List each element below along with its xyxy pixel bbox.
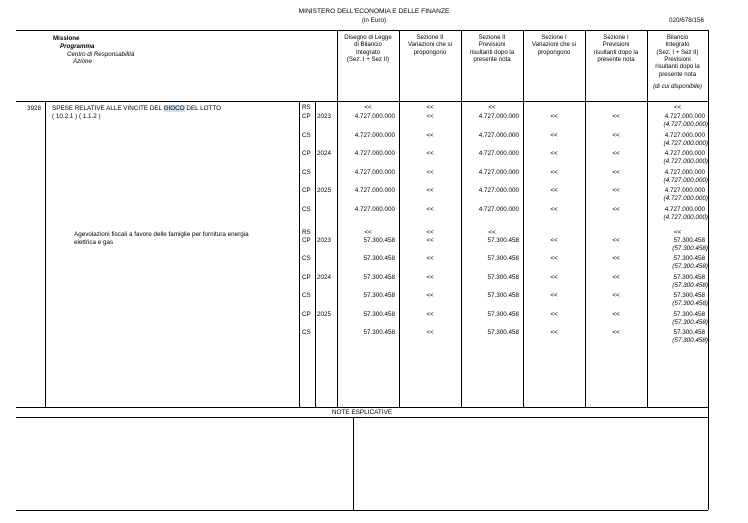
col-sep-ddl <box>337 30 338 407</box>
header-line: Sezione I <box>603 34 629 41</box>
row-type: CS <box>302 329 311 336</box>
programma-label: Programma <box>60 42 95 50</box>
row-year: 2024 <box>317 150 332 158</box>
header-line: Sezione I <box>541 34 567 41</box>
cell-ddl: 4.727.000.000 <box>354 206 395 213</box>
cell-bilancio: 57.300.458 <box>673 310 705 318</box>
cell-disponibile: (4.727.000.000) <box>663 158 708 166</box>
cell-sez1-variazioni: << <box>550 131 558 139</box>
header-bilancio <box>647 34 708 90</box>
cell-ddl: 57.300.458 <box>363 292 395 300</box>
cell-ddl: 4.727.000.000 <box>354 187 395 195</box>
cell-sez1-previsioni: << <box>612 273 620 281</box>
header-ddl-line: Disegno di Legge <box>344 34 392 41</box>
cell-sez1-previsioni: << <box>612 131 620 139</box>
row-type: CP <box>302 237 311 244</box>
chapter-classification: ( 10.2.1 ) ( 1.1.2 ) <box>52 113 101 120</box>
cell-disponibile: (57.300.458) <box>672 263 708 271</box>
cell-bilancio: 4.727.000.000 <box>664 168 705 176</box>
currency-label: (in Euro) <box>361 17 387 24</box>
col-sep-s2p <box>461 30 462 407</box>
body-bottom-border <box>16 407 708 408</box>
col-sep-year <box>315 101 316 407</box>
cell-sez1-variazioni: << <box>550 168 558 176</box>
ministry-title: MINISTERO DELL'ECONOMIA E DELLE FINANZE <box>298 8 450 15</box>
row-type: RS <box>302 229 311 236</box>
cell-sez2-previsioni: << <box>488 229 496 236</box>
chapter-title-text: DEL LOTTO <box>184 105 222 112</box>
row-type: CP <box>302 310 311 318</box>
pg-description-line: Agevolazioni fiscali a favore delle famiglie per fornitura energia <box>74 231 249 238</box>
cell-disponibile: (4.727.000.000) <box>663 195 708 203</box>
header-ddl <box>337 34 399 63</box>
cell-disponibile: (57.300.458) <box>672 281 708 289</box>
cell-bilancio: << <box>673 104 682 111</box>
table-top-border <box>16 30 708 31</box>
cell-sez1-previsioni: << <box>612 113 620 120</box>
cell-sez1-variazioni: << <box>550 292 558 300</box>
cell-sez2-previsioni: 4.727.000.000 <box>478 150 519 158</box>
header-line: Integrato <box>665 41 690 49</box>
header-ddl-line: di Bilancio <box>354 41 382 49</box>
col-sep-s2v <box>399 30 400 407</box>
row-year: 2023 <box>317 113 332 120</box>
cell-ddl: 4.727.000.000 <box>354 150 395 158</box>
cell-ddl: 57.300.458 <box>363 273 395 281</box>
cell-sez1-variazioni: << <box>550 255 558 263</box>
header-line: presente nota <box>473 55 511 63</box>
cell-ddl: 4.727.000.000 <box>354 168 395 176</box>
notes-bottom-border <box>16 510 708 511</box>
cell-ddl: 57.300.458 <box>363 329 395 336</box>
notes-divider <box>353 417 354 510</box>
cell-sez2-previsioni: 4.727.000.000 <box>478 113 519 120</box>
header-line: presente nota <box>658 70 697 78</box>
cell-bilancio: 4.727.000.000 <box>664 206 705 213</box>
cell-ddl: << <box>364 104 372 111</box>
cell-sez2-previsioni: 57.300.458 <box>487 255 519 263</box>
cell-ddl: 57.300.458 <box>363 237 395 244</box>
header-line: Previsioni <box>478 41 506 49</box>
cell-sez2-previsioni: 57.300.458 <box>487 237 519 244</box>
cell-sez1-variazioni: << <box>550 310 558 318</box>
cell-sez1-variazioni: << <box>550 237 558 244</box>
cell-sez1-previsioni: << <box>612 292 620 300</box>
header-ddl-line: (Sez. I + Sez II) <box>346 55 390 63</box>
cell-sez2-variazioni: << <box>426 168 434 176</box>
cell-bilancio: 4.727.000.000 <box>664 150 705 158</box>
cell-disponibile: (57.300.458) <box>672 318 708 326</box>
header-line: (Sez. I + Sez II) <box>656 48 699 56</box>
cell-ddl: 4.727.000.000 <box>354 113 395 120</box>
header-ddl-line: Integrato <box>355 48 381 56</box>
header-line: Variazioni che si <box>532 41 576 49</box>
cell-sez1-previsioni: << <box>612 310 620 318</box>
cell-sez2-previsioni: 4.727.000.000 <box>478 187 519 195</box>
cell-disponibile: (4.727.000.000) <box>663 121 708 128</box>
cell-sez2-previsioni: 57.300.458 <box>487 273 519 281</box>
cell-sez2-variazioni: << <box>426 273 434 281</box>
cell-bilancio: 4.727.000.000 <box>664 131 705 139</box>
cell-sez2-previsioni: 57.300.458 <box>487 292 519 300</box>
document-code: 020/678/156 <box>668 17 704 24</box>
cell-sez2-variazioni: << <box>426 237 434 244</box>
cell-sez2-variazioni: << <box>426 255 434 263</box>
cell-sez1-previsioni: << <box>612 206 620 213</box>
row-year: 2025 <box>317 187 332 195</box>
cell-ddl: 4.727.000.000 <box>354 131 395 139</box>
cell-disponibile: (4.727.000.000) <box>663 176 708 184</box>
cell-sez2-previsioni: 57.300.458 <box>487 329 519 336</box>
row-year: 2025 <box>317 310 332 318</box>
row-type: CS <box>302 131 311 139</box>
header-sez1-variazioni <box>523 34 585 56</box>
cell-sez1-previsioni: << <box>612 237 620 244</box>
notes-title: NOTE ESPLICATIVE <box>331 409 393 416</box>
missione-label: Missione <box>53 35 80 42</box>
cell-bilancio: 4.727.000.000 <box>664 187 705 195</box>
col-sep-s1v <box>523 30 524 407</box>
header-line: risultanti dopo la <box>469 48 515 56</box>
cell-sez1-variazioni: << <box>550 329 558 336</box>
cell-disponibile: (4.727.000.000) <box>663 139 708 147</box>
row-year: 2023 <box>317 237 332 244</box>
cell-sez1-previsioni: << <box>612 168 620 176</box>
header-line: propongono <box>537 48 571 56</box>
cell-sez1-previsioni: << <box>612 255 620 263</box>
header-line: presente nota <box>597 55 635 63</box>
header-bilancio-note: (di cui disponibile) <box>653 82 702 90</box>
header-sez2-previsioni <box>461 34 523 63</box>
cell-bilancio: 57.300.458 <box>673 292 705 300</box>
cell-sez1-previsioni: << <box>612 329 620 336</box>
notes-title-border <box>16 417 708 418</box>
row-type: CS <box>302 255 311 263</box>
cell-ddl: << <box>364 229 372 236</box>
header-line: Bilancio <box>666 34 689 41</box>
cell-bilancio: 4.727.000.000 <box>664 113 705 120</box>
header-bottom-border <box>16 101 708 102</box>
cell-sez2-previsioni: 4.727.000.000 <box>478 168 519 176</box>
pg-description-line: elettrica e gas <box>74 239 114 246</box>
azione-label: Azione <box>73 58 92 66</box>
cell-disponibile: (57.300.458) <box>672 300 708 308</box>
header-line: Previsioni <box>602 41 630 49</box>
header-line: risultanti dopo la <box>655 63 700 71</box>
chapter-title-highlight: GIOCO <box>163 105 185 112</box>
col-sep-type <box>299 101 300 407</box>
cell-disponibile: (4.727.000.000) <box>663 214 708 221</box>
cell-sez2-variazioni: << <box>426 206 434 213</box>
cell-sez2-previsioni: 4.727.000.000 <box>478 206 519 213</box>
cell-sez2-variazioni: << <box>426 131 434 139</box>
header-line: Previsioni <box>664 55 691 63</box>
cell-sez1-variazioni: << <box>550 150 558 158</box>
cell-sez2-variazioni: << <box>426 310 434 318</box>
cell-sez2-previsioni: 4.727.000.000 <box>478 131 519 139</box>
cell-sez2-variazioni: << <box>426 329 434 336</box>
header-line: Sezione II <box>416 34 444 41</box>
cell-bilancio: 57.300.458 <box>673 255 705 263</box>
cell-bilancio: << <box>673 229 682 236</box>
cell-sez2-variazioni: << <box>426 292 434 300</box>
cell-sez2-previsioni: 57.300.458 <box>487 310 519 318</box>
chapter-title-text: SPESE RELATIVE ALLE VINCITE DEL <box>52 105 164 112</box>
cell-sez1-previsioni: << <box>612 187 620 195</box>
table-right-border <box>708 30 709 510</box>
chapter-title <box>52 105 221 113</box>
row-type: CP <box>302 113 311 120</box>
cell-sez2-previsioni: << <box>488 104 496 111</box>
row-type: CS <box>302 206 311 213</box>
cell-ddl: 57.300.458 <box>363 255 395 263</box>
header-line: Variazioni che si <box>408 41 452 49</box>
header-sez2-variazioni <box>399 34 461 56</box>
row-type: CP <box>302 273 311 281</box>
cell-bilancio: 57.300.458 <box>673 273 705 281</box>
row-type: RS <box>302 104 311 111</box>
hierarchy-legend <box>53 35 134 66</box>
cell-sez2-variazioni: << <box>426 104 434 111</box>
cell-ddl: 57.300.458 <box>363 310 395 318</box>
header-line: risultanti dopo la <box>593 48 639 56</box>
cell-disponibile: (57.300.458) <box>672 245 708 252</box>
cell-bilancio: 57.300.458 <box>673 237 705 244</box>
cell-sez1-variazioni: << <box>550 273 558 281</box>
cell-sez1-variazioni: << <box>550 187 558 195</box>
row-type: CP <box>302 187 311 195</box>
cell-sez1-previsioni: << <box>612 150 620 158</box>
cell-bilancio: 57.300.458 <box>673 329 705 336</box>
row-type: CP <box>302 150 311 158</box>
cell-sez2-variazioni: << <box>426 150 434 158</box>
cell-disponibile: (57.300.458) <box>672 337 708 344</box>
header-line: propongono <box>413 48 447 56</box>
cell-sez2-variazioni: << <box>426 113 434 120</box>
cell-sez1-variazioni: << <box>550 206 558 213</box>
chapter-number: 3928 <box>27 105 42 112</box>
cell-sez1-variazioni: << <box>550 113 558 120</box>
header-line: Sezione II <box>478 34 506 41</box>
col-sep-chapter <box>45 101 46 407</box>
cell-sez2-variazioni: << <box>426 229 434 236</box>
row-year: 2024 <box>317 273 332 281</box>
row-type: CS <box>302 168 311 176</box>
header-sez1-previsioni <box>585 34 647 63</box>
centro-label: Centro di Responsabilità <box>67 50 135 58</box>
cell-sez2-variazioni: << <box>426 187 434 195</box>
row-type: CS <box>302 292 311 300</box>
col-sep-s1p <box>585 30 586 407</box>
